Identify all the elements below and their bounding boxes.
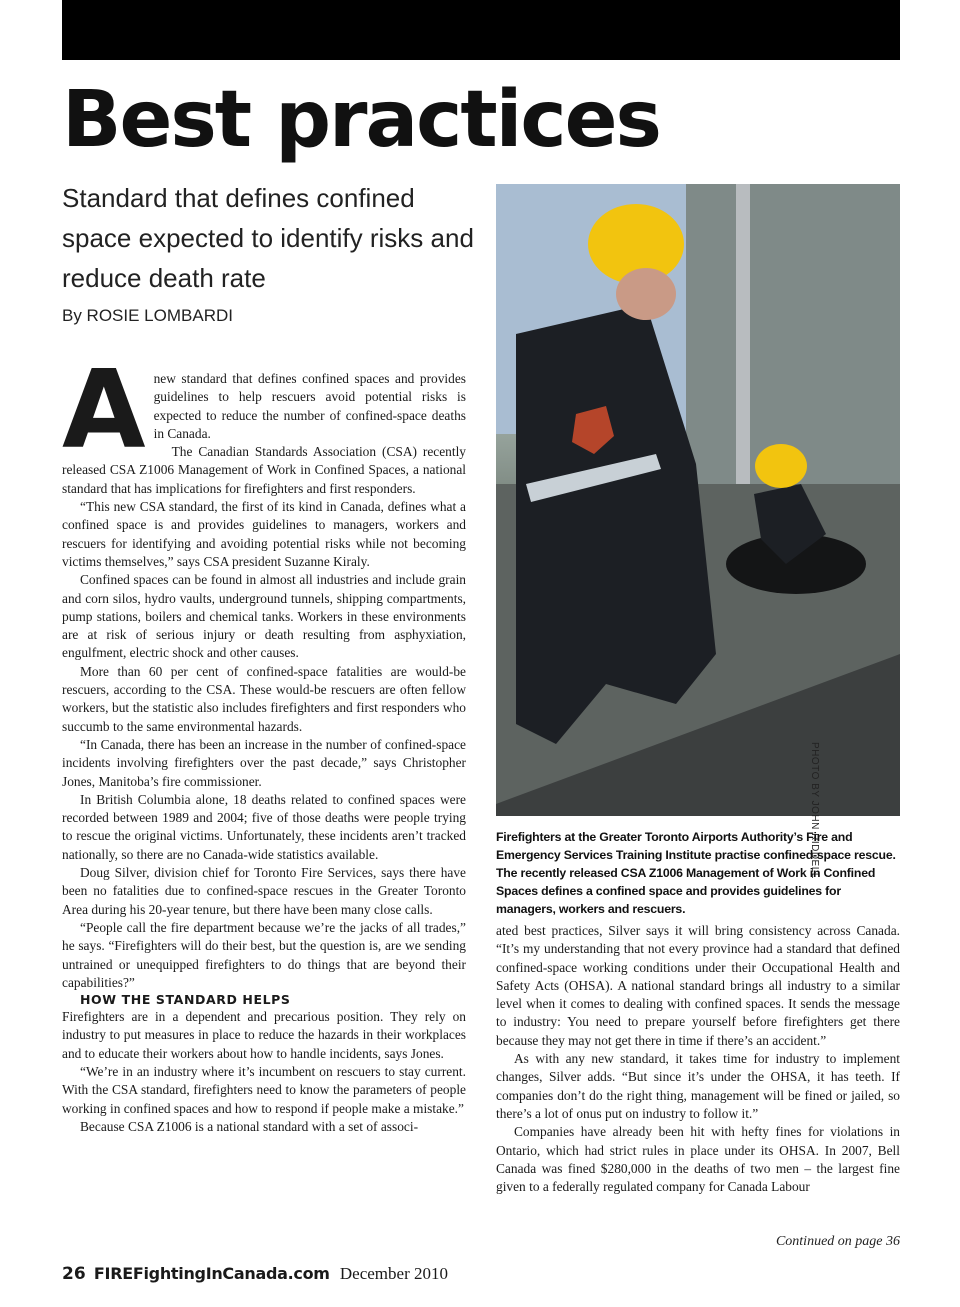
paragraph: “This new CSA standard, the first of its kind in Canada, defines what a confined space is and provides guidelines to managers, workers and rescuers for identifying and avoiding potential risks while not becoming victims themselves,” says CSA president Suzanne Kiraly. <box>62 499 466 569</box>
article-headline: Best practices <box>62 75 660 165</box>
page-footer <box>62 1264 448 1284</box>
byline: By ROSIE LOMBARDI <box>62 306 233 325</box>
paragraph: As with any new standard, it takes time for industry to implement changes, Silver adds. “But since it’s under the OHSA, it has teeth. If companies don’t do the right thing, management will be fined or jailed, so there’s a lot of onus put on industry to follow it.” <box>496 1051 900 1121</box>
photo-caption: Firefighters at the Greater Toronto Airports Authority’s Fire and Emergency Services Training Institute practise confined-space rescue. The recently released CSA Z1006 Management of Work in Confined Spaces defines a confined space and provides guidelines for managers, workers and rescuers. <box>496 830 896 916</box>
paragraph: ated best practices, Silver says it will bring consistency across Canada. “It’s my understanding that not every province had a standard that defined confined-space working conditions under their Occupational Health and Safety Acts (OHSA). A national standard brings all industry to a similar level when it comes to dealing with confined spaces. It sends the message to industry: You need to prepare yourself before firefighters get there because they may not get there in time if there’s an accident.” <box>496 923 900 1048</box>
issue-date: December 2010 <box>339 1264 448 1283</box>
article-deck: Standard that defines confined space expected to identify risks and reduce death rate <box>62 183 474 293</box>
article-photo <box>496 184 900 816</box>
article-column-left <box>62 348 466 1136</box>
paragraph: “In Canada, there has been an increase in the number of confined-space incidents involving firefighters over the past decade,” says Christopher Jones, Manitoba’s fire commissioner. <box>62 736 466 789</box>
paragraph: Confined spaces can be found in almost all industries and include grain and corn silos, hydro vaults, underground tunnels, shipping compartments, pump stations, boilers and chemical tanks. Workers in these environments are at risk of serious injury or death resulting from asphyxiation, engulfment, electric shock and other causes. <box>62 572 466 661</box>
paragraph: “People call the fire department because we’re the jacks of all trades,” he says. “Firefighters will do their best, but the question is, are we sending untrained or unequipped firefighters to do things that are beyond their capabilities?” <box>62 919 466 990</box>
paragraph: Firefighters are in a dependent and precarious position. They rely on industry to put measures in place to reduce the hazards in their workplaces and to educate their workers about how to handle incidents, says Jones. <box>62 1009 466 1061</box>
paragraph: new standard that defines confined spaces and provides guidelines to help rescuers avoid potential risks is expected to reduce the number of confined-space deaths in Canada. <box>153 371 466 441</box>
paragraph: Companies have already been hit with hefty fines for violations in Ontario, which had strict rules in place under its OHSA. In 2007, Bell Canada was fined $280,000 in the deaths of two men – the largest fine given to a federally regulated company for Canada Labour <box>496 1124 900 1195</box>
paragraph: “We’re in an industry where it’s incumbent on rescuers to stay current. With the CSA standard, firefighters need to know the parameters of people working in confined spaces and how to respond if people make a mistake.” <box>62 1063 466 1116</box>
article-column-right <box>496 922 900 1196</box>
paragraph: Doug Silver, division chief for Toronto Fire Services, says there have been no fatalities due to confined-space rescues in the Greater Toronto Area during his 20-year tenure, but there have been many close calls. <box>62 865 466 917</box>
paragraph: The Canadian Standards Association (CSA) recently released CSA Z1006 Management of Work in Confined Spaces, a national standard that has implications for firefighters and first responders. <box>62 444 466 496</box>
section-subhead: HOW THE STANDARD HELPS <box>80 992 291 1008</box>
drop-cap: A <box>62 348 146 473</box>
paragraph: Because CSA Z1006 is a national standard with a set of associ- <box>80 1118 419 1134</box>
paragraph: More than 60 per cent of confined-space fatalities are would-be rescuers, according to the CSA. These would-be rescuers are often fellow workers, but the statistic also includes firefighters and first responders who succumb to the same environmental hazards. <box>62 663 466 734</box>
paragraph: In British Columbia alone, 18 deaths related to confined spaces were recorded between 1989 and 2004; five of those deaths were people trying to rescue the original victims. Unfortunately, these incidents aren’t tracked nationally, so there are no Canada-wide statistics available. <box>62 791 466 862</box>
photo-credit: PHOTO BY JOHN RIDDELL <box>809 742 820 879</box>
header-bar <box>62 0 900 60</box>
site-name: FIREFightingInCanada.com <box>93 1264 330 1283</box>
helmet-yellow-2-icon <box>755 444 807 488</box>
firefighter-face <box>616 268 676 320</box>
firefighters-photo-illustration <box>496 184 900 816</box>
continued-note: Continued on page 36 <box>775 1234 900 1249</box>
page-number: 26 <box>62 1264 86 1284</box>
